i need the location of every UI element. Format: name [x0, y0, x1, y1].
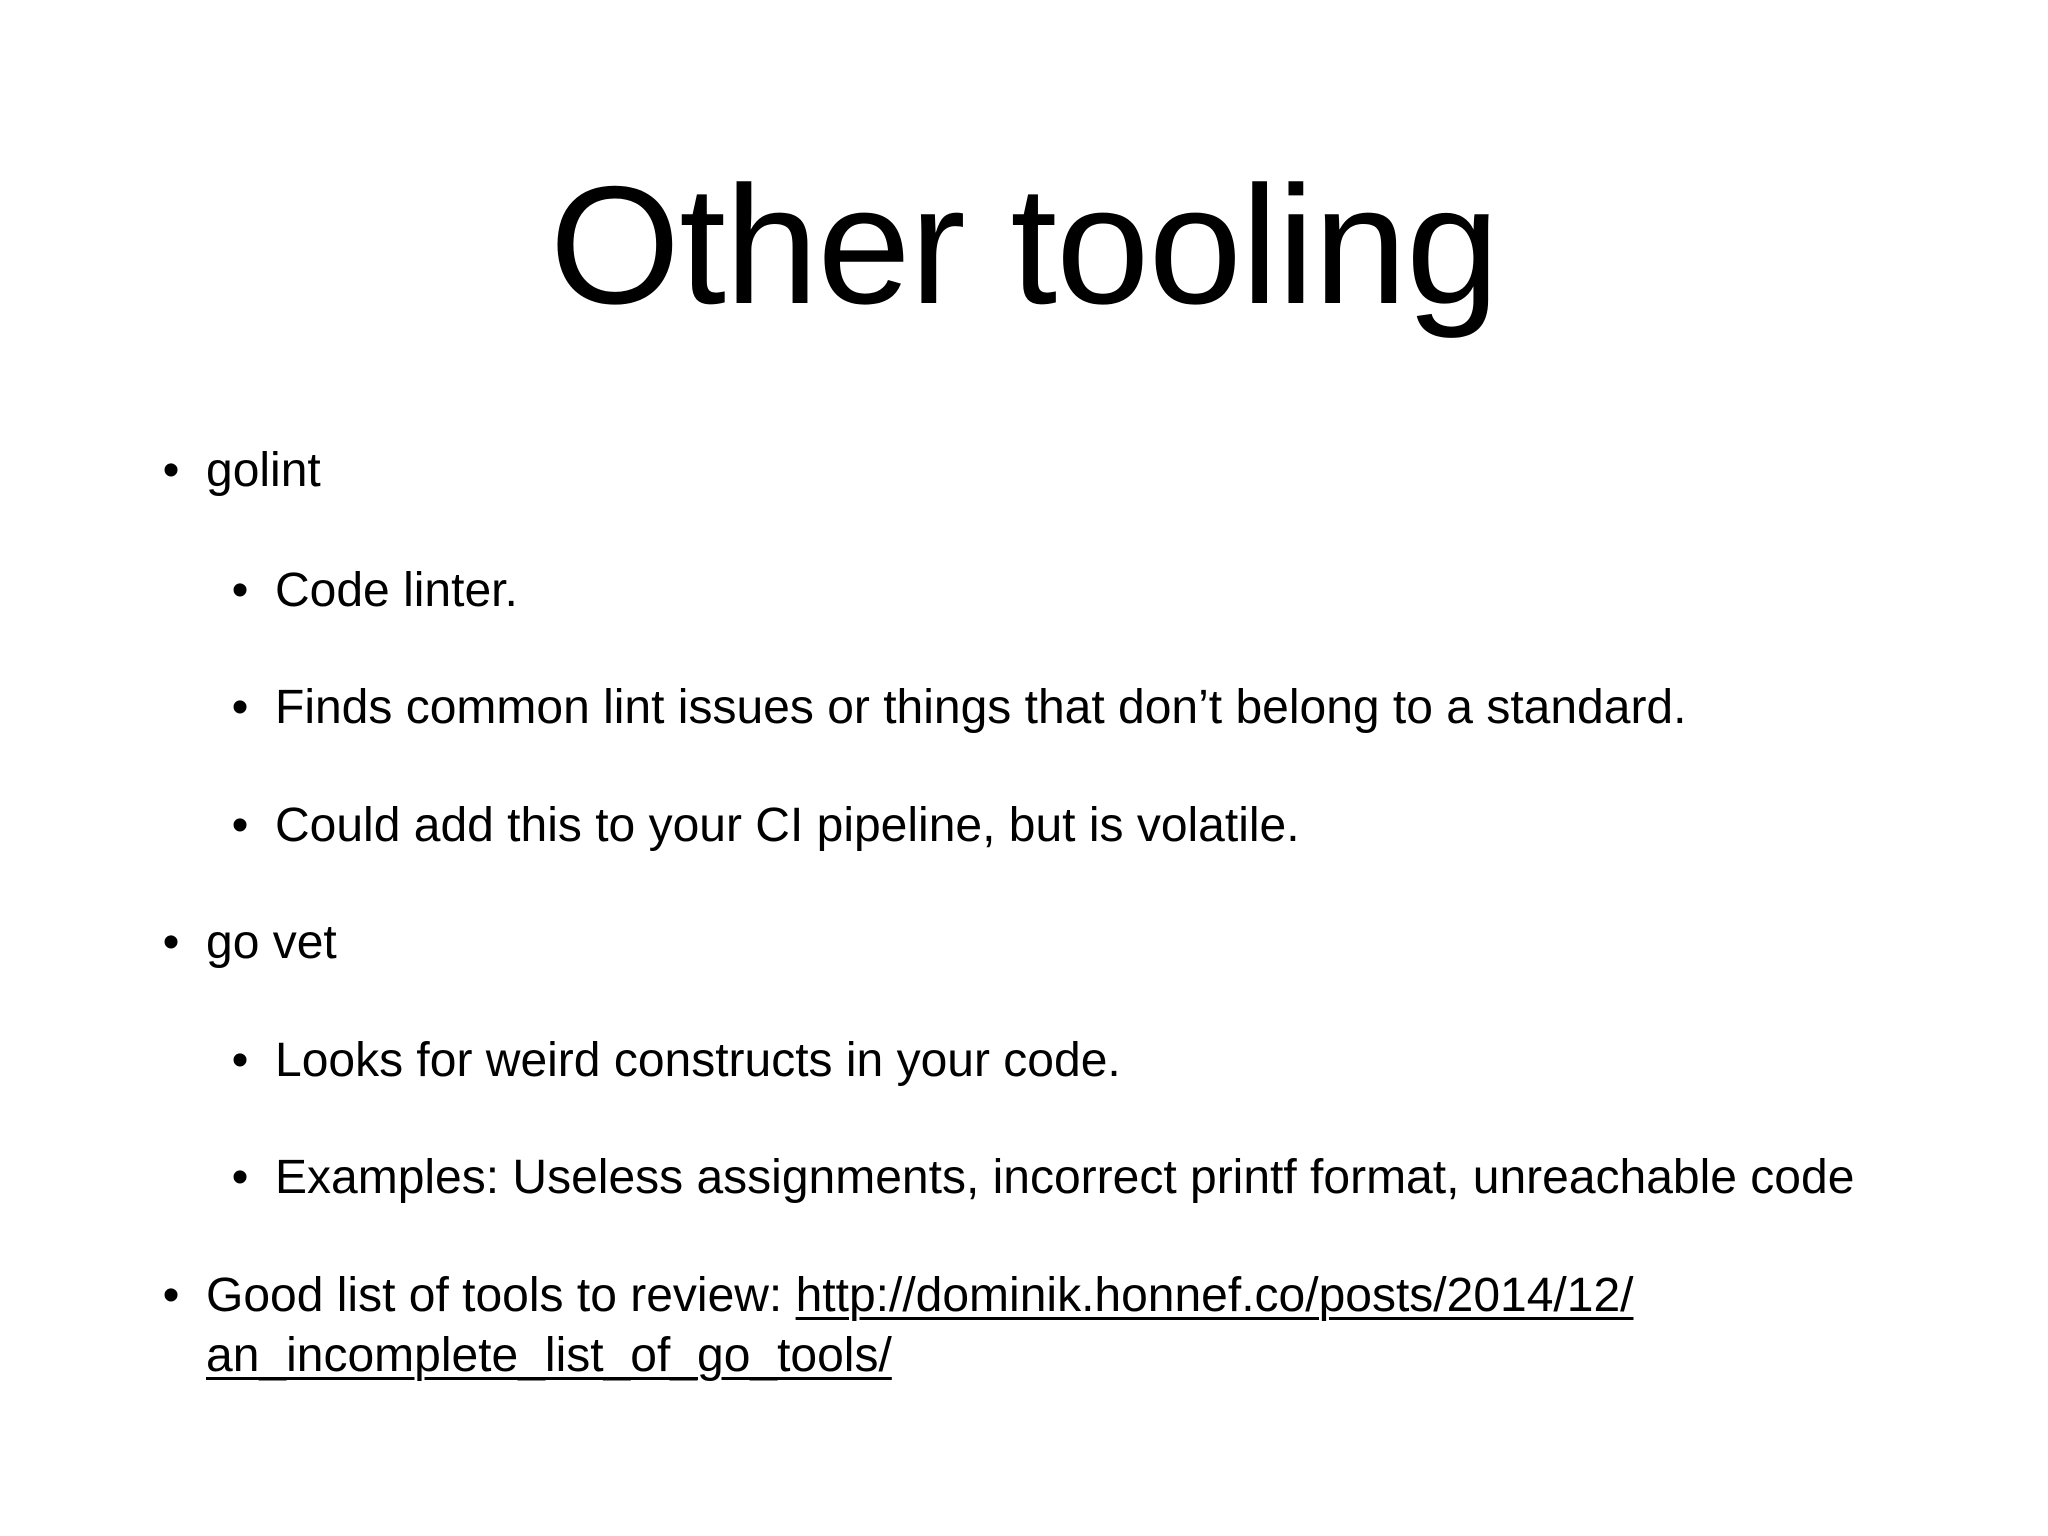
sub-bullet-item [231, 561, 518, 621]
bullet-text: Could add this to your CI pipeline, but is volatile. [275, 799, 1300, 852]
bullet-item-go-vet [162, 913, 337, 973]
bullet-icon: • [231, 1151, 249, 1204]
slide-title: Other tooling [549, 151, 1499, 339]
bullet-text: Finds common lint issues or things that don’t belong to a standard. [275, 681, 1687, 734]
bullet-icon: • [162, 916, 180, 969]
bullet-text: Examples: Useless assignments, incorrect printf format, unreachable code [275, 1151, 1855, 1204]
sub-bullet-item [231, 678, 1687, 738]
bullet-text: go vet [206, 916, 337, 969]
bullet-icon: • [231, 1034, 249, 1087]
bullet-item-tools-list [162, 1266, 1634, 1386]
bullet-icon: • [162, 1269, 180, 1322]
bullet-text: Code linter. [275, 564, 518, 617]
bullet-text: Good list of tools to review: [206, 1269, 796, 1322]
bullet-icon: • [231, 681, 249, 734]
bullet-icon: • [162, 444, 180, 497]
sub-bullet-item [231, 1031, 1121, 1091]
bullet-icon: • [231, 799, 249, 852]
bullet-icon: • [231, 564, 249, 617]
bullet-text: golint [206, 444, 321, 497]
link-line-2: an_incomplete_list_of_go_tools/ [206, 1329, 892, 1382]
sub-bullet-item [231, 1148, 1855, 1208]
link-line-1: http://dominik.honnef.co/posts/2014/12/ [795, 1269, 1634, 1322]
sub-bullet-item [231, 796, 1300, 856]
bullet-text: Looks for weird constructs in your code. [275, 1034, 1121, 1087]
bullet-item-golint [162, 441, 321, 501]
